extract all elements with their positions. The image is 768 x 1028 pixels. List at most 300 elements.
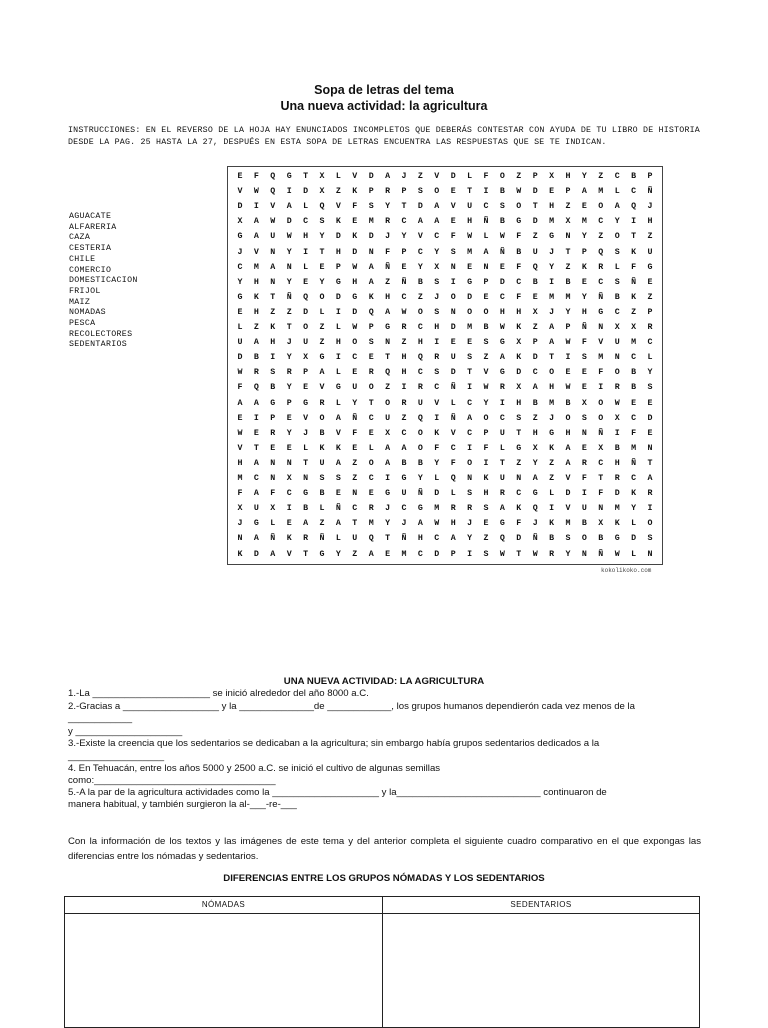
grid-letter[interactable]: W <box>499 549 505 559</box>
grid-letter[interactable]: I <box>286 504 292 514</box>
grid-letter[interactable]: V <box>319 383 325 393</box>
grid-letter[interactable]: F <box>270 489 276 499</box>
grid-letter[interactable]: J <box>549 307 555 317</box>
grid-letter[interactable]: H <box>401 353 407 363</box>
grid-letter[interactable]: E <box>335 489 341 499</box>
grid-letter[interactable]: C <box>401 292 407 302</box>
grid-letter[interactable]: B <box>270 383 276 393</box>
grid-letter[interactable]: T <box>516 428 522 438</box>
grid-letter[interactable]: F <box>483 172 489 181</box>
grid-letter[interactable]: R <box>614 474 620 483</box>
grid-letter[interactable]: X <box>434 262 440 272</box>
grid-letter[interactable]: Z <box>319 323 325 332</box>
grid-letter[interactable]: I <box>335 353 341 363</box>
grid-letter[interactable]: E <box>581 277 587 287</box>
grid-letter[interactable]: S <box>483 338 489 348</box>
grid-letter[interactable]: C <box>417 549 423 559</box>
grid-letter[interactable]: Y <box>417 474 423 483</box>
grid-letter[interactable]: A <box>499 353 505 363</box>
grid-letter[interactable]: J <box>467 519 473 529</box>
grid-letter[interactable]: V <box>450 428 456 438</box>
grid-letter[interactable]: G <box>335 277 341 287</box>
grid-letter[interactable]: K <box>434 428 440 438</box>
grid-letter[interactable]: A <box>253 232 259 242</box>
grid-letter[interactable]: Z <box>532 413 538 423</box>
grid-letter[interactable]: W <box>467 232 473 242</box>
grid-letter[interactable]: H <box>647 217 653 227</box>
grid-letter[interactable]: Z <box>647 232 653 242</box>
grid-letter[interactable]: A <box>368 549 374 559</box>
grid-letter[interactable]: X <box>286 474 292 483</box>
grid-letter[interactable]: L <box>335 398 341 408</box>
grid-letter[interactable]: L <box>483 232 489 242</box>
grid-letter[interactable]: O <box>598 413 604 423</box>
grid-letter[interactable]: E <box>532 292 538 302</box>
grid-letter[interactable]: N <box>450 262 456 272</box>
grid-letter[interactable]: O <box>450 292 456 302</box>
grid-letter[interactable]: G <box>335 383 341 393</box>
grid-letter[interactable]: X <box>270 504 276 514</box>
grid-letter[interactable]: Z <box>516 458 522 468</box>
grid-letter[interactable]: E <box>581 383 587 393</box>
grid-letter[interactable]: D <box>417 202 423 212</box>
grid-letter[interactable]: U <box>417 398 423 408</box>
grid-letter[interactable]: E <box>303 277 309 287</box>
grid-letter[interactable]: B <box>499 187 505 197</box>
grid-letter[interactable]: L <box>467 172 473 181</box>
grid-letter[interactable]: D <box>516 534 522 544</box>
grid-letter[interactable]: R <box>368 504 374 514</box>
grid-letter[interactable]: S <box>483 549 489 559</box>
grid-letter[interactable]: C <box>450 443 456 453</box>
grid-letter[interactable]: T <box>401 202 407 212</box>
grid-letter[interactable]: B <box>401 458 407 468</box>
grid-letter[interactable]: E <box>237 413 243 423</box>
grid-letter[interactable]: B <box>532 398 538 408</box>
grid-letter[interactable]: Y <box>385 202 391 212</box>
grid-letter[interactable]: X <box>237 504 243 514</box>
grid-letter[interactable]: E <box>450 217 456 227</box>
grid-letter[interactable]: T <box>270 292 276 302</box>
grid-letter[interactable]: S <box>467 489 473 499</box>
grid-letter[interactable]: L <box>319 504 325 514</box>
grid-letter[interactable]: F <box>598 489 604 499</box>
grid-letter[interactable]: C <box>368 474 374 483</box>
grid-letter[interactable]: N <box>237 534 243 544</box>
grid-letter[interactable]: H <box>253 277 259 287</box>
grid-letter[interactable]: Q <box>319 202 325 212</box>
grid-letter[interactable]: F <box>385 247 391 257</box>
grid-letter[interactable]: R <box>385 187 391 197</box>
grid-letter[interactable]: T <box>303 172 309 181</box>
grid-letter[interactable]: Q <box>417 413 423 423</box>
grid-letter[interactable]: C <box>532 368 538 378</box>
grid-letter[interactable]: U <box>385 413 391 423</box>
grid-letter[interactable]: K <box>549 519 555 529</box>
grid-letter[interactable]: O <box>368 383 374 393</box>
grid-letter[interactable]: K <box>631 247 637 257</box>
grid-letter[interactable]: O <box>598 202 604 212</box>
grid-letter[interactable]: X <box>319 172 325 181</box>
grid-letter[interactable]: R <box>253 368 259 378</box>
grid-letter[interactable]: A <box>319 368 325 378</box>
grid-letter[interactable]: H <box>499 307 505 317</box>
grid-letter[interactable]: W <box>499 232 505 242</box>
grid-letter[interactable]: S <box>319 217 325 227</box>
grid-letter[interactable]: H <box>565 428 571 438</box>
grid-letter[interactable]: C <box>253 474 259 483</box>
grid-letter[interactable]: D <box>286 217 292 227</box>
grid-letter[interactable]: U <box>450 353 456 363</box>
grid-letter[interactable]: A <box>647 474 653 483</box>
grid-letter[interactable]: O <box>417 428 423 438</box>
grid-letter[interactable]: G <box>516 217 522 227</box>
grid-letter[interactable]: A <box>614 202 620 212</box>
grid-letter[interactable]: H <box>335 338 341 348</box>
grid-letter[interactable]: T <box>385 534 391 544</box>
grid-letter[interactable]: Y <box>483 398 489 408</box>
grid-letter[interactable]: E <box>467 338 473 348</box>
grid-letter[interactable]: A <box>253 338 259 348</box>
grid-letter[interactable]: V <box>335 428 341 438</box>
grid-letter[interactable]: V <box>565 474 571 483</box>
grid-letter[interactable]: H <box>581 307 587 317</box>
grid-letter[interactable]: I <box>434 338 440 348</box>
grid-letter[interactable]: V <box>237 443 243 453</box>
grid-letter[interactable]: Q <box>303 292 309 302</box>
grid-letter[interactable]: T <box>516 549 522 559</box>
grid-letter[interactable]: M <box>565 292 571 302</box>
grid-letter[interactable]: N <box>598 504 604 514</box>
grid-letter[interactable]: C <box>598 458 604 468</box>
grid-letter[interactable]: G <box>549 232 555 242</box>
grid-letter[interactable]: B <box>253 353 259 363</box>
grid-letter[interactable]: I <box>598 383 604 393</box>
grid-letter[interactable]: Z <box>532 232 538 242</box>
grid-letter[interactable]: G <box>549 428 555 438</box>
grid-letter[interactable]: V <box>335 202 341 212</box>
grid-letter[interactable]: C <box>467 398 473 408</box>
grid-letter[interactable]: Y <box>647 368 653 378</box>
grid-letter[interactable]: Y <box>631 504 637 514</box>
grid-letter[interactable]: S <box>647 383 653 393</box>
grid-letter[interactable]: O <box>467 307 473 317</box>
grid-letter[interactable]: M <box>631 443 637 453</box>
grid-letter[interactable]: G <box>303 398 309 408</box>
grid-letter[interactable]: J <box>549 247 555 257</box>
grid-letter[interactable]: D <box>532 353 538 363</box>
grid-letter[interactable]: D <box>335 292 341 302</box>
grid-letter[interactable]: K <box>319 443 325 453</box>
grid-letter[interactable]: B <box>631 368 637 378</box>
grid-letter[interactable]: Z <box>565 202 571 212</box>
grid-letter[interactable]: E <box>237 307 243 317</box>
grid-letter[interactable]: A <box>237 398 243 408</box>
grid-letter[interactable]: B <box>631 172 637 181</box>
grid-letter[interactable]: V <box>352 172 358 181</box>
grid-letter[interactable]: T <box>467 187 473 197</box>
grid-letter[interactable]: K <box>286 534 292 544</box>
grid-letter[interactable]: C <box>434 534 440 544</box>
grid-letter[interactable]: V <box>565 504 571 514</box>
grid-letter[interactable]: L <box>499 443 505 453</box>
grid-letter[interactable]: P <box>286 398 292 408</box>
grid-letter[interactable]: L <box>270 519 276 529</box>
grid-letter[interactable]: S <box>516 413 522 423</box>
grid-letter[interactable]: Z <box>401 338 407 348</box>
grid-letter[interactable]: N <box>303 474 309 483</box>
grid-letter[interactable]: M <box>467 247 473 257</box>
grid-letter[interactable]: O <box>385 398 391 408</box>
grid-letter[interactable]: E <box>253 428 259 438</box>
grid-letter[interactable]: O <box>598 398 604 408</box>
grid-letter[interactable]: T <box>352 519 358 529</box>
grid-letter[interactable]: L <box>335 368 341 378</box>
grid-letter[interactable]: H <box>614 458 620 468</box>
grid-letter[interactable]: E <box>549 187 555 197</box>
grid-letter[interactable]: X <box>549 172 555 181</box>
grid-letter[interactable]: O <box>434 187 440 197</box>
grid-letter[interactable]: A <box>565 458 571 468</box>
grid-letter[interactable]: N <box>450 307 456 317</box>
grid-letter[interactable]: C <box>401 217 407 227</box>
grid-letter[interactable]: I <box>549 277 555 287</box>
grid-letter[interactable]: A <box>417 519 423 529</box>
grid-letter[interactable]: I <box>450 277 456 287</box>
grid-letter[interactable]: W <box>434 519 440 529</box>
grid-letter[interactable]: F <box>352 428 358 438</box>
grid-letter[interactable]: F <box>598 368 604 378</box>
grid-letter[interactable]: Y <box>581 292 587 302</box>
grid-letter[interactable]: U <box>303 338 309 348</box>
grid-letter[interactable]: L <box>631 519 637 529</box>
grid-letter[interactable]: P <box>401 187 407 197</box>
grid-letter[interactable]: D <box>368 232 374 242</box>
grid-letter[interactable]: T <box>286 323 292 332</box>
grid-letter[interactable]: Z <box>516 172 522 181</box>
grid-letter[interactable]: S <box>434 307 440 317</box>
grid-letter[interactable]: T <box>499 458 505 468</box>
grid-letter[interactable]: Q <box>368 307 374 317</box>
grid-letter[interactable]: H <box>516 307 522 317</box>
grid-letter[interactable]: L <box>303 262 309 272</box>
grid-letter[interactable]: E <box>631 398 637 408</box>
grid-letter[interactable]: K <box>352 232 358 242</box>
grid-letter[interactable]: I <box>270 353 276 363</box>
grid-letter[interactable]: M <box>467 323 473 332</box>
grid-letter[interactable]: V <box>434 172 440 181</box>
grid-letter[interactable]: Ñ <box>598 549 604 559</box>
grid-letter[interactable]: I <box>647 504 653 514</box>
grid-letter[interactable]: U <box>499 474 505 483</box>
grid-letter[interactable]: N <box>483 262 489 272</box>
grid-letter[interactable]: C <box>352 504 358 514</box>
grid-letter[interactable]: Ñ <box>598 292 604 302</box>
grid-letter[interactable]: D <box>335 232 341 242</box>
grid-letter[interactable]: T <box>631 232 637 242</box>
grid-letter[interactable]: F <box>516 262 522 272</box>
grid-letter[interactable]: K <box>614 519 620 529</box>
grid-letter[interactable]: I <box>467 443 473 453</box>
grid-letter[interactable]: Z <box>352 474 358 483</box>
grid-letter[interactable]: W <box>516 187 522 197</box>
grid-letter[interactable]: R <box>499 489 505 499</box>
grid-letter[interactable]: L <box>335 534 341 544</box>
grid-letter[interactable]: N <box>647 549 653 559</box>
grid-letter[interactable]: T <box>385 353 391 363</box>
grid-letter[interactable]: L <box>614 187 620 197</box>
grid-letter[interactable]: R <box>450 504 456 514</box>
grid-letter[interactable]: T <box>303 549 309 559</box>
grid-letter[interactable]: K <box>237 549 243 559</box>
grid-letter[interactable]: U <box>319 458 325 468</box>
grid-letter[interactable]: P <box>303 368 309 378</box>
grid-letter[interactable]: W <box>270 217 276 227</box>
grid-letter[interactable]: B <box>499 217 505 227</box>
grid-letter[interactable]: A <box>483 247 489 257</box>
grid-letter[interactable]: C <box>631 187 637 197</box>
grid-letter[interactable]: Z <box>483 534 489 544</box>
grid-letter[interactable]: S <box>450 247 456 257</box>
grid-letter[interactable]: D <box>499 277 505 287</box>
grid-letter[interactable]: I <box>467 383 473 393</box>
grid-letter[interactable]: G <box>237 232 243 242</box>
grid-letter[interactable]: Ñ <box>417 489 423 499</box>
grid-letter[interactable]: E <box>368 353 374 363</box>
grid-letter[interactable]: A <box>532 474 538 483</box>
grid-letter[interactable]: G <box>647 262 653 272</box>
grid-letter[interactable]: V <box>598 338 604 348</box>
grid-letter[interactable]: V <box>417 232 423 242</box>
grid-letter[interactable]: K <box>270 323 276 332</box>
grid-letter[interactable]: A <box>385 307 391 317</box>
grid-letter[interactable]: R <box>581 458 587 468</box>
grid-letter[interactable]: D <box>647 413 653 423</box>
grid-letter[interactable]: C <box>614 307 620 317</box>
grid-letter[interactable]: W <box>614 398 620 408</box>
grid-letter[interactable]: H <box>303 232 309 242</box>
grid-letter[interactable]: J <box>385 504 391 514</box>
grid-letter[interactable]: O <box>614 368 620 378</box>
grid-letter[interactable]: A <box>385 172 391 181</box>
grid-letter[interactable]: Z <box>532 323 538 332</box>
grid-letter[interactable]: Q <box>631 202 637 212</box>
grid-letter[interactable]: C <box>467 428 473 438</box>
grid-letter[interactable]: N <box>352 489 358 499</box>
grid-letter[interactable]: U <box>270 232 276 242</box>
grid-letter[interactable]: A <box>401 443 407 453</box>
grid-letter[interactable]: P <box>532 338 538 348</box>
grid-letter[interactable]: D <box>434 549 440 559</box>
grid-letter[interactable]: M <box>253 262 259 272</box>
grid-letter[interactable]: A <box>368 262 374 272</box>
grid-letter[interactable]: S <box>368 338 374 348</box>
grid-letter[interactable]: W <box>614 549 620 559</box>
grid-letter[interactable]: O <box>483 307 489 317</box>
grid-letter[interactable]: Z <box>401 413 407 423</box>
grid-letter[interactable]: J <box>434 292 440 302</box>
grid-letter[interactable]: K <box>483 474 489 483</box>
grid-letter[interactable]: E <box>483 519 489 529</box>
grid-letter[interactable]: R <box>401 323 407 332</box>
grid-letter[interactable]: P <box>450 549 456 559</box>
grid-letter[interactable]: R <box>286 368 292 378</box>
grid-letter[interactable]: L <box>434 474 440 483</box>
grid-letter[interactable]: Y <box>286 383 292 393</box>
grid-letter[interactable]: W <box>483 383 489 393</box>
grid-letter[interactable]: J <box>401 172 407 181</box>
grid-letter[interactable]: S <box>581 413 587 423</box>
grid-letter[interactable]: K <box>631 489 637 499</box>
grid-letter[interactable]: G <box>417 504 423 514</box>
grid-letter[interactable]: O <box>499 172 505 181</box>
grid-letter[interactable]: X <box>303 353 309 363</box>
grid-letter[interactable]: P <box>335 262 341 272</box>
grid-letter[interactable]: Z <box>417 292 423 302</box>
grid-letter[interactable]: E <box>286 519 292 529</box>
grid-letter[interactable]: Z <box>598 172 604 181</box>
grid-letter[interactable]: M <box>598 353 604 363</box>
grid-letter[interactable]: D <box>532 217 538 227</box>
grid-letter[interactable]: C <box>598 217 604 227</box>
grid-letter[interactable]: A <box>499 504 505 514</box>
grid-letter[interactable]: Z <box>598 232 604 242</box>
grid-letter[interactable]: O <box>483 413 489 423</box>
grid-letter[interactable]: P <box>270 413 276 423</box>
grid-letter[interactable]: O <box>319 292 325 302</box>
grid-letter[interactable]: L <box>303 443 309 453</box>
grid-letter[interactable]: Q <box>270 187 276 197</box>
grid-letter[interactable]: E <box>385 549 391 559</box>
grid-letter[interactable]: A <box>434 217 440 227</box>
grid-letter[interactable]: G <box>303 489 309 499</box>
grid-letter[interactable]: Ñ <box>385 262 391 272</box>
grid-letter[interactable]: Ñ <box>352 413 358 423</box>
grid-letter[interactable]: S <box>335 474 341 483</box>
grid-letter[interactable]: C <box>499 413 505 423</box>
grid-letter[interactable]: A <box>253 458 259 468</box>
grid-letter[interactable]: N <box>516 474 522 483</box>
grid-letter[interactable]: M <box>549 217 555 227</box>
grid-letter[interactable]: R <box>549 549 555 559</box>
grid-letter[interactable]: E <box>368 428 374 438</box>
grid-letter[interactable]: L <box>237 323 243 332</box>
grid-letter[interactable]: Ñ <box>483 217 489 227</box>
grid-letter[interactable]: E <box>237 172 243 181</box>
grid-letter[interactable]: F <box>581 474 587 483</box>
grid-letter[interactable]: L <box>614 262 620 272</box>
grid-letter[interactable]: S <box>368 202 374 212</box>
grid-letter[interactable]: E <box>565 368 571 378</box>
grid-letter[interactable]: Y <box>565 549 571 559</box>
grid-letter[interactable]: N <box>581 428 587 438</box>
grid-letter[interactable]: V <box>303 413 309 423</box>
grid-letter[interactable]: O <box>319 413 325 423</box>
grid-letter[interactable]: O <box>516 202 522 212</box>
grid-letter[interactable]: A <box>270 262 276 272</box>
grid-letter[interactable]: C <box>499 292 505 302</box>
grid-letter[interactable]: B <box>565 398 571 408</box>
grid-letter[interactable]: H <box>450 519 456 529</box>
grid-letter[interactable]: J <box>286 338 292 348</box>
grid-letter[interactable]: Y <box>581 232 587 242</box>
grid-letter[interactable]: B <box>319 489 325 499</box>
grid-letter[interactable]: O <box>614 232 620 242</box>
grid-letter[interactable]: R <box>598 262 604 272</box>
grid-letter[interactable]: W <box>286 232 292 242</box>
grid-letter[interactable]: K <box>516 353 522 363</box>
grid-letter[interactable]: A <box>335 458 341 468</box>
